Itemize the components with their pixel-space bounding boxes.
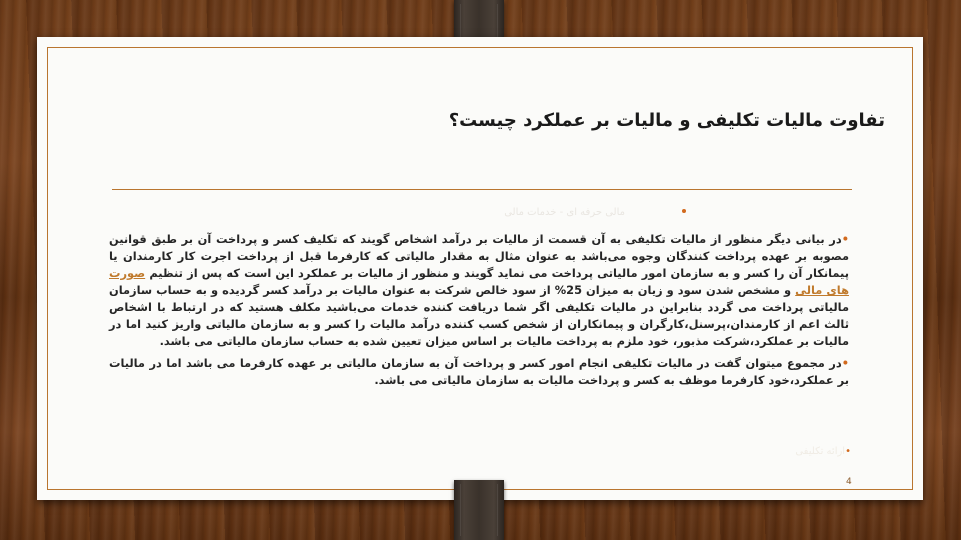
faded-watermark-text: مالی حرفه ای - خدمات مالی xyxy=(504,207,625,218)
bullet-icon: • xyxy=(841,356,849,370)
empty-bullet xyxy=(795,446,851,457)
binder-clip-top xyxy=(454,0,504,42)
financial-statements-link[interactable]: صورت های مالی xyxy=(109,266,849,297)
paragraph-1-text-a: در بیانی دیگر منظور از مالیات تکلیفی به آن قسمت از مالیات بر درآمد اشخاص گویند که تکلیف کسر و پرداخت آن بر طبق قوانین مصوبه بر عهده پرداخت کنندگان وجوه می‌باشد به عنوان مثال به مقدار مالیاتی که کارفرما قبل از پرداخت اجرت کار کارمندان یا پیمانکار آن را کسر و به سازمان امور مالیاتی پرداخت می نماید گویند و منظور از مالیات بر عملکرد این است که پس از تنظیم xyxy=(109,232,849,280)
bullet-icon: • xyxy=(845,446,851,457)
accent-dot xyxy=(682,209,686,213)
paragraph-2-text: در مجموع میتوان گفت در مالیات تکلیفی انجام امور کسر و پرداخت آن به سازمان مالیاتی بر عهده کارفرما می باشد اما در مالیات بر عملکرد،خود کارفرما موظف به کسر و پرداخت مالیات به سازمان مالیاتی می باشد. xyxy=(109,356,849,387)
binder-clip-bottom xyxy=(454,480,504,540)
paragraph-1-text-b: و مشخص شدن سود و زیان به میزان 25% از سود خالص شرکت به عنوان مالیات بر درآمد کسر گردیده و به حساب سازمان مالیاتی پرداخت می گردد بنابراین در مالیات تکلیفی اگر شما دریافت کننده خدمات می‌باشید مکلف هستید که در ارتباط با اشخاص ثالث اعم از کارمندان،پرسنل،کارگران و پیمانکاران از شخص کسب کننده درآمد مالیات را کسر و به سازمان مالیاتی واریز کنید اما در مالیات بر عملکرد،شرکت مذبور، خود ملزم به پرداخت مالیات بر اساس میزان تعیین شده به حساب سازمان مالیاتی می باشد. xyxy=(109,283,849,348)
bullet-paragraph-1 xyxy=(109,231,849,350)
page-number: 4 xyxy=(846,477,852,487)
slide-body xyxy=(109,231,849,394)
bullet-icon: • xyxy=(841,232,849,246)
slide-title: تفاوت مالیات تکلیفی و مالیات بر عملکرد چیست؟ xyxy=(448,110,885,131)
title-divider xyxy=(112,189,852,190)
bullet-paragraph-2 xyxy=(109,355,849,389)
empty-bullet-text: ارائه تکلیفی xyxy=(795,446,846,457)
